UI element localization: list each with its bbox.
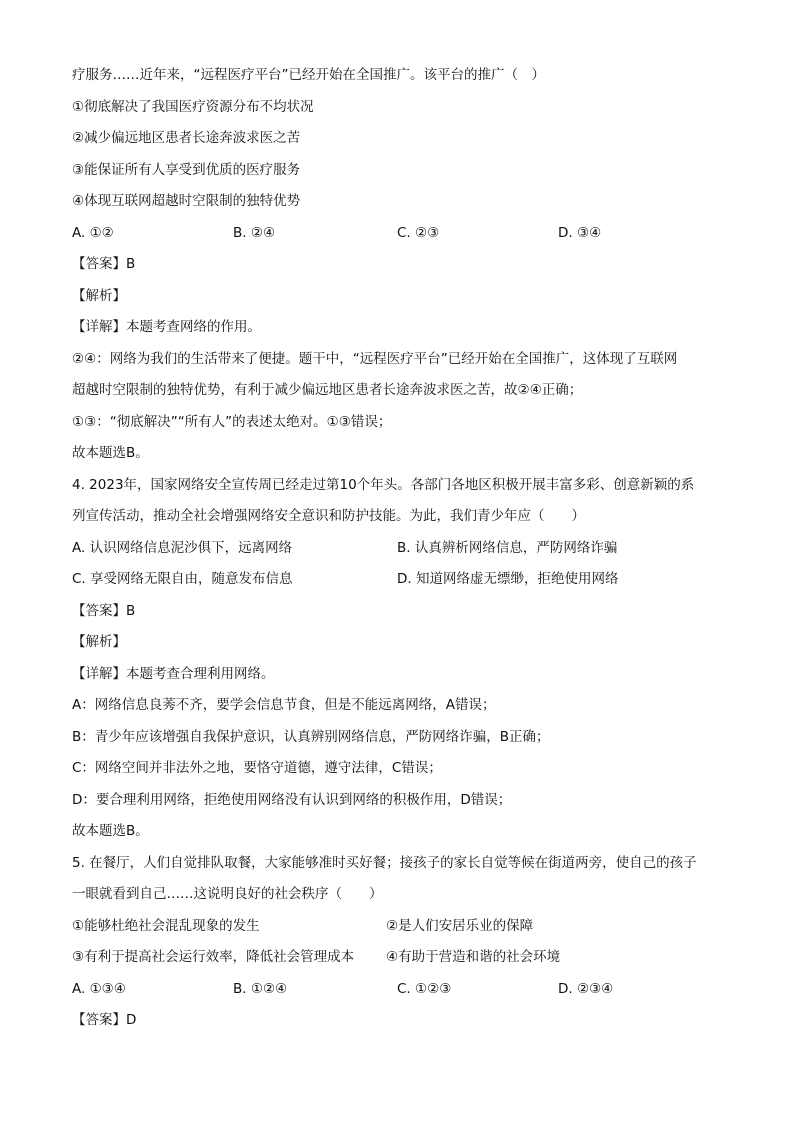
q4-detail-c: C：网络空间并非法外之地，要恪守道德，遵守法律，C错误；: [72, 760, 442, 776]
q4-option-d: D. 知道网络虚无缥缈，拒绝使用网络: [397, 571, 619, 587]
q3-detail-line-1: ②④：网络为我们的生活带来了便捷。题干中，“远程医疗平台”已经开始在全国推广，这体现了互联网: [72, 351, 678, 367]
q3-detail-line-2: 超越时空限制的独特优势，有利于减少偏远地区患者长途奔波求医之苦，故②④正确；: [72, 382, 583, 398]
q4-detail-d: D：要合理利用网络，拒绝使用网络没有认识到网络的积极作用，D错误；: [72, 792, 512, 808]
q3-detail-intro: 【详解】本题考查网络的作用。: [72, 319, 261, 335]
q3-conclusion: 故本题选B。: [72, 445, 149, 461]
q3-option-c: C. ②③: [397, 225, 440, 241]
q5-statement-2: ②是人们安居乐业的保障: [386, 918, 534, 934]
q4-detail-a: A：网络信息良莠不齐，要学会信息节食，但是不能远离网络，A错误；: [72, 697, 496, 713]
q4-conclusion: 故本题选B。: [72, 823, 149, 839]
q4-option-b: B. 认真辨析网络信息，严防网络诈骗: [397, 540, 618, 556]
q3-statement-4: ④体现互联网超越时空限制的独特优势: [72, 193, 301, 209]
q5-option-d: D. ②③④: [558, 981, 614, 997]
q4-option-a: A. 认识网络信息泥沙俱下，远离网络: [72, 540, 293, 556]
q5-option-c: C. ①②③: [397, 981, 452, 997]
q3-statement-2: ②减少偏远地区患者长途奔波求医之苦: [72, 130, 301, 146]
q3-answer: 【答案】B: [72, 256, 136, 272]
question-5-stem-line-2: 一眼就看到自己……这说明良好的社会秩序（ ）: [72, 886, 383, 902]
q5-option-b: B. ①②④: [233, 981, 288, 997]
q5-option-a: A. ①③④: [72, 981, 126, 997]
q4-detail-intro: 【详解】本题考查合理利用网络。: [72, 666, 275, 682]
q5-statement-1: ①能够杜绝社会混乱现象的发生: [72, 918, 260, 934]
q4-detail-b: B：青少年应该增强自我保护意识，认真辨别网络信息，严防网络诈骗，B正确；: [72, 729, 550, 745]
q3-option-b: B. ②④: [233, 225, 276, 241]
question-4-stem-line-2: 列宣传活动，推动全社会增强网络安全意识和防护技能。为此，我们青少年应（ ）: [72, 508, 585, 524]
q3-option-a: A. ①②: [72, 225, 114, 241]
q5-statement-4: ④有助于营造和谐的社会环境: [386, 949, 561, 965]
q5-statement-3: ③有利于提高社会运行效率，降低社会管理成本: [72, 949, 355, 965]
question-4-stem-line-1: 4. 2023年，国家网络安全宣传周已经走过第10个年头。各部门各地区积极开展丰富多彩、创意新颖的系: [72, 477, 695, 493]
q3-detail-line-3: ①③：“彻底解决”“所有人”的表述太绝对。①③错误；: [72, 414, 392, 430]
question-3-stem-continued: 疗服务……近年来，“远程医疗平台”已经开始在全国推广。该平台的推广（ ）: [72, 67, 545, 83]
q3-analysis-heading: 【解析】: [72, 288, 126, 304]
q4-analysis-heading: 【解析】: [72, 634, 126, 650]
question-5-stem-line-1: 5. 在餐厅，人们自觉排队取餐，大家能够准时买好餐；接孩子的家长自觉等候在街道两旁，使自己的孩子: [72, 855, 697, 871]
q4-option-c: C. 享受网络无限自由，随意发布信息: [72, 571, 293, 587]
q4-answer: 【答案】B: [72, 603, 136, 619]
q3-statement-3: ③能保证所有人享受到优质的医疗服务: [72, 162, 301, 178]
q3-statement-1: ①彻底解决了我国医疗资源分布不均状况: [72, 99, 314, 115]
q5-answer: 【答案】D: [72, 1012, 137, 1028]
q3-option-d: D. ③④: [558, 225, 602, 241]
